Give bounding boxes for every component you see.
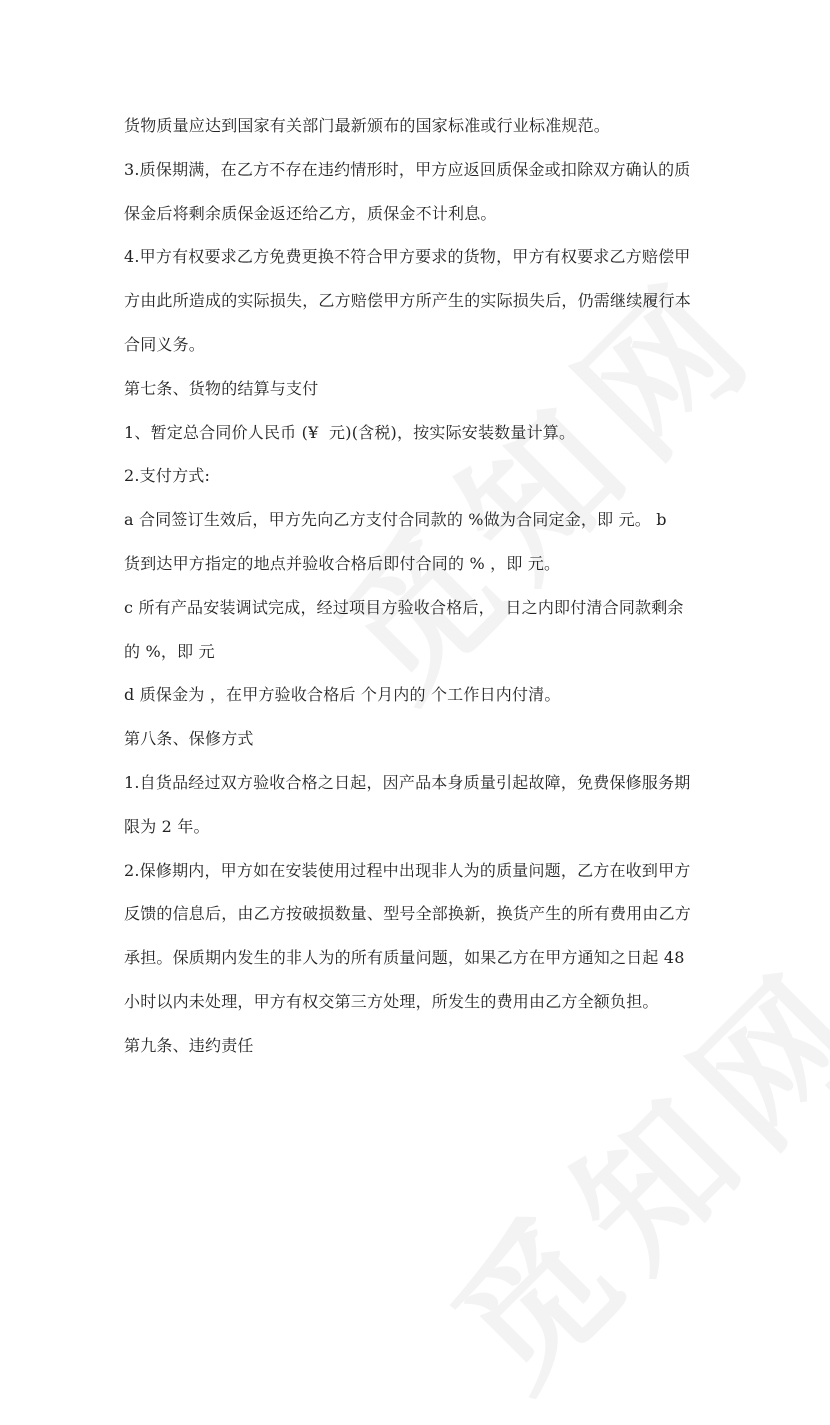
contract-body (124, 104, 719, 1068)
text-line: 小时以内未处理，甲方有权交第三方处理，所发生的费用由乙方全额负担。 (124, 991, 659, 1011)
text-line: c 所有产品安装调试完成，经过项目方验收合格后， 日之内即付清合同款剩余 (124, 597, 684, 617)
section-heading: 第八条、保修方式 (124, 729, 254, 749)
text-line: 方由此所造成的实际损失，乙方赔偿甲方所产生的实际损失后，仍需继续履行本 (124, 291, 692, 311)
text-line: 保金后将剩余质保金返还给乙方，质保金不计利息。 (124, 203, 497, 223)
text-line: d 质保金为 ，在甲方验收合格后 个月内的 个工作日内付清。 (124, 685, 561, 705)
text-line: 4.甲方有权要求乙方免费更换不符合甲方要求的货物，甲方有权要求乙方赔偿甲 (124, 247, 691, 267)
text-line: 承担。保质期内发生的非人为的所有质量问题，如果乙方在甲方通知之日起 48 (124, 948, 685, 968)
text-line: a 合同签订生效后，甲方先向乙方支付合同款的 %做为合同定金，即 元。 b (124, 510, 667, 530)
text-line: 限为 2 年。 (124, 816, 210, 836)
text-line: 2.保修期内，甲方如在安装使用过程中出现非人为的质量问题，乙方在收到甲方 (124, 860, 691, 880)
text-line: 1、暂定总合同价人民币 (¥ 元)(含税)，按实际安装数量计算。 (124, 422, 576, 442)
section-heading: 第七条、货物的结算与支付 (124, 378, 319, 398)
text-line: 反馈的信息后，由乙方按破损数量、型号全部换新，换货产生的所有费用由乙方 (124, 904, 692, 924)
text-line: 1.自货品经过双方验收合格之日起，因产品本身质量引起故障，免费保修服务期 (124, 772, 691, 792)
section-heading: 第九条、违约责任 (124, 1035, 254, 1055)
text-line: 的 %，即 元 (124, 641, 215, 661)
text-line: 货物质量应达到国家有关部门最新颁布的国家标准或行业标准规范。 (124, 116, 611, 135)
text-line: 2.支付方式: (124, 466, 211, 486)
text-line: 合同义务。 (124, 334, 206, 354)
text-line: 货到达甲方指定的地点并验收合格后即付合同的 % ，即 元。 (124, 553, 561, 573)
text-line: 3.质保期满，在乙方不存在违约情形时，甲方应返回质保金或扣除双方确认的质 (124, 159, 691, 179)
